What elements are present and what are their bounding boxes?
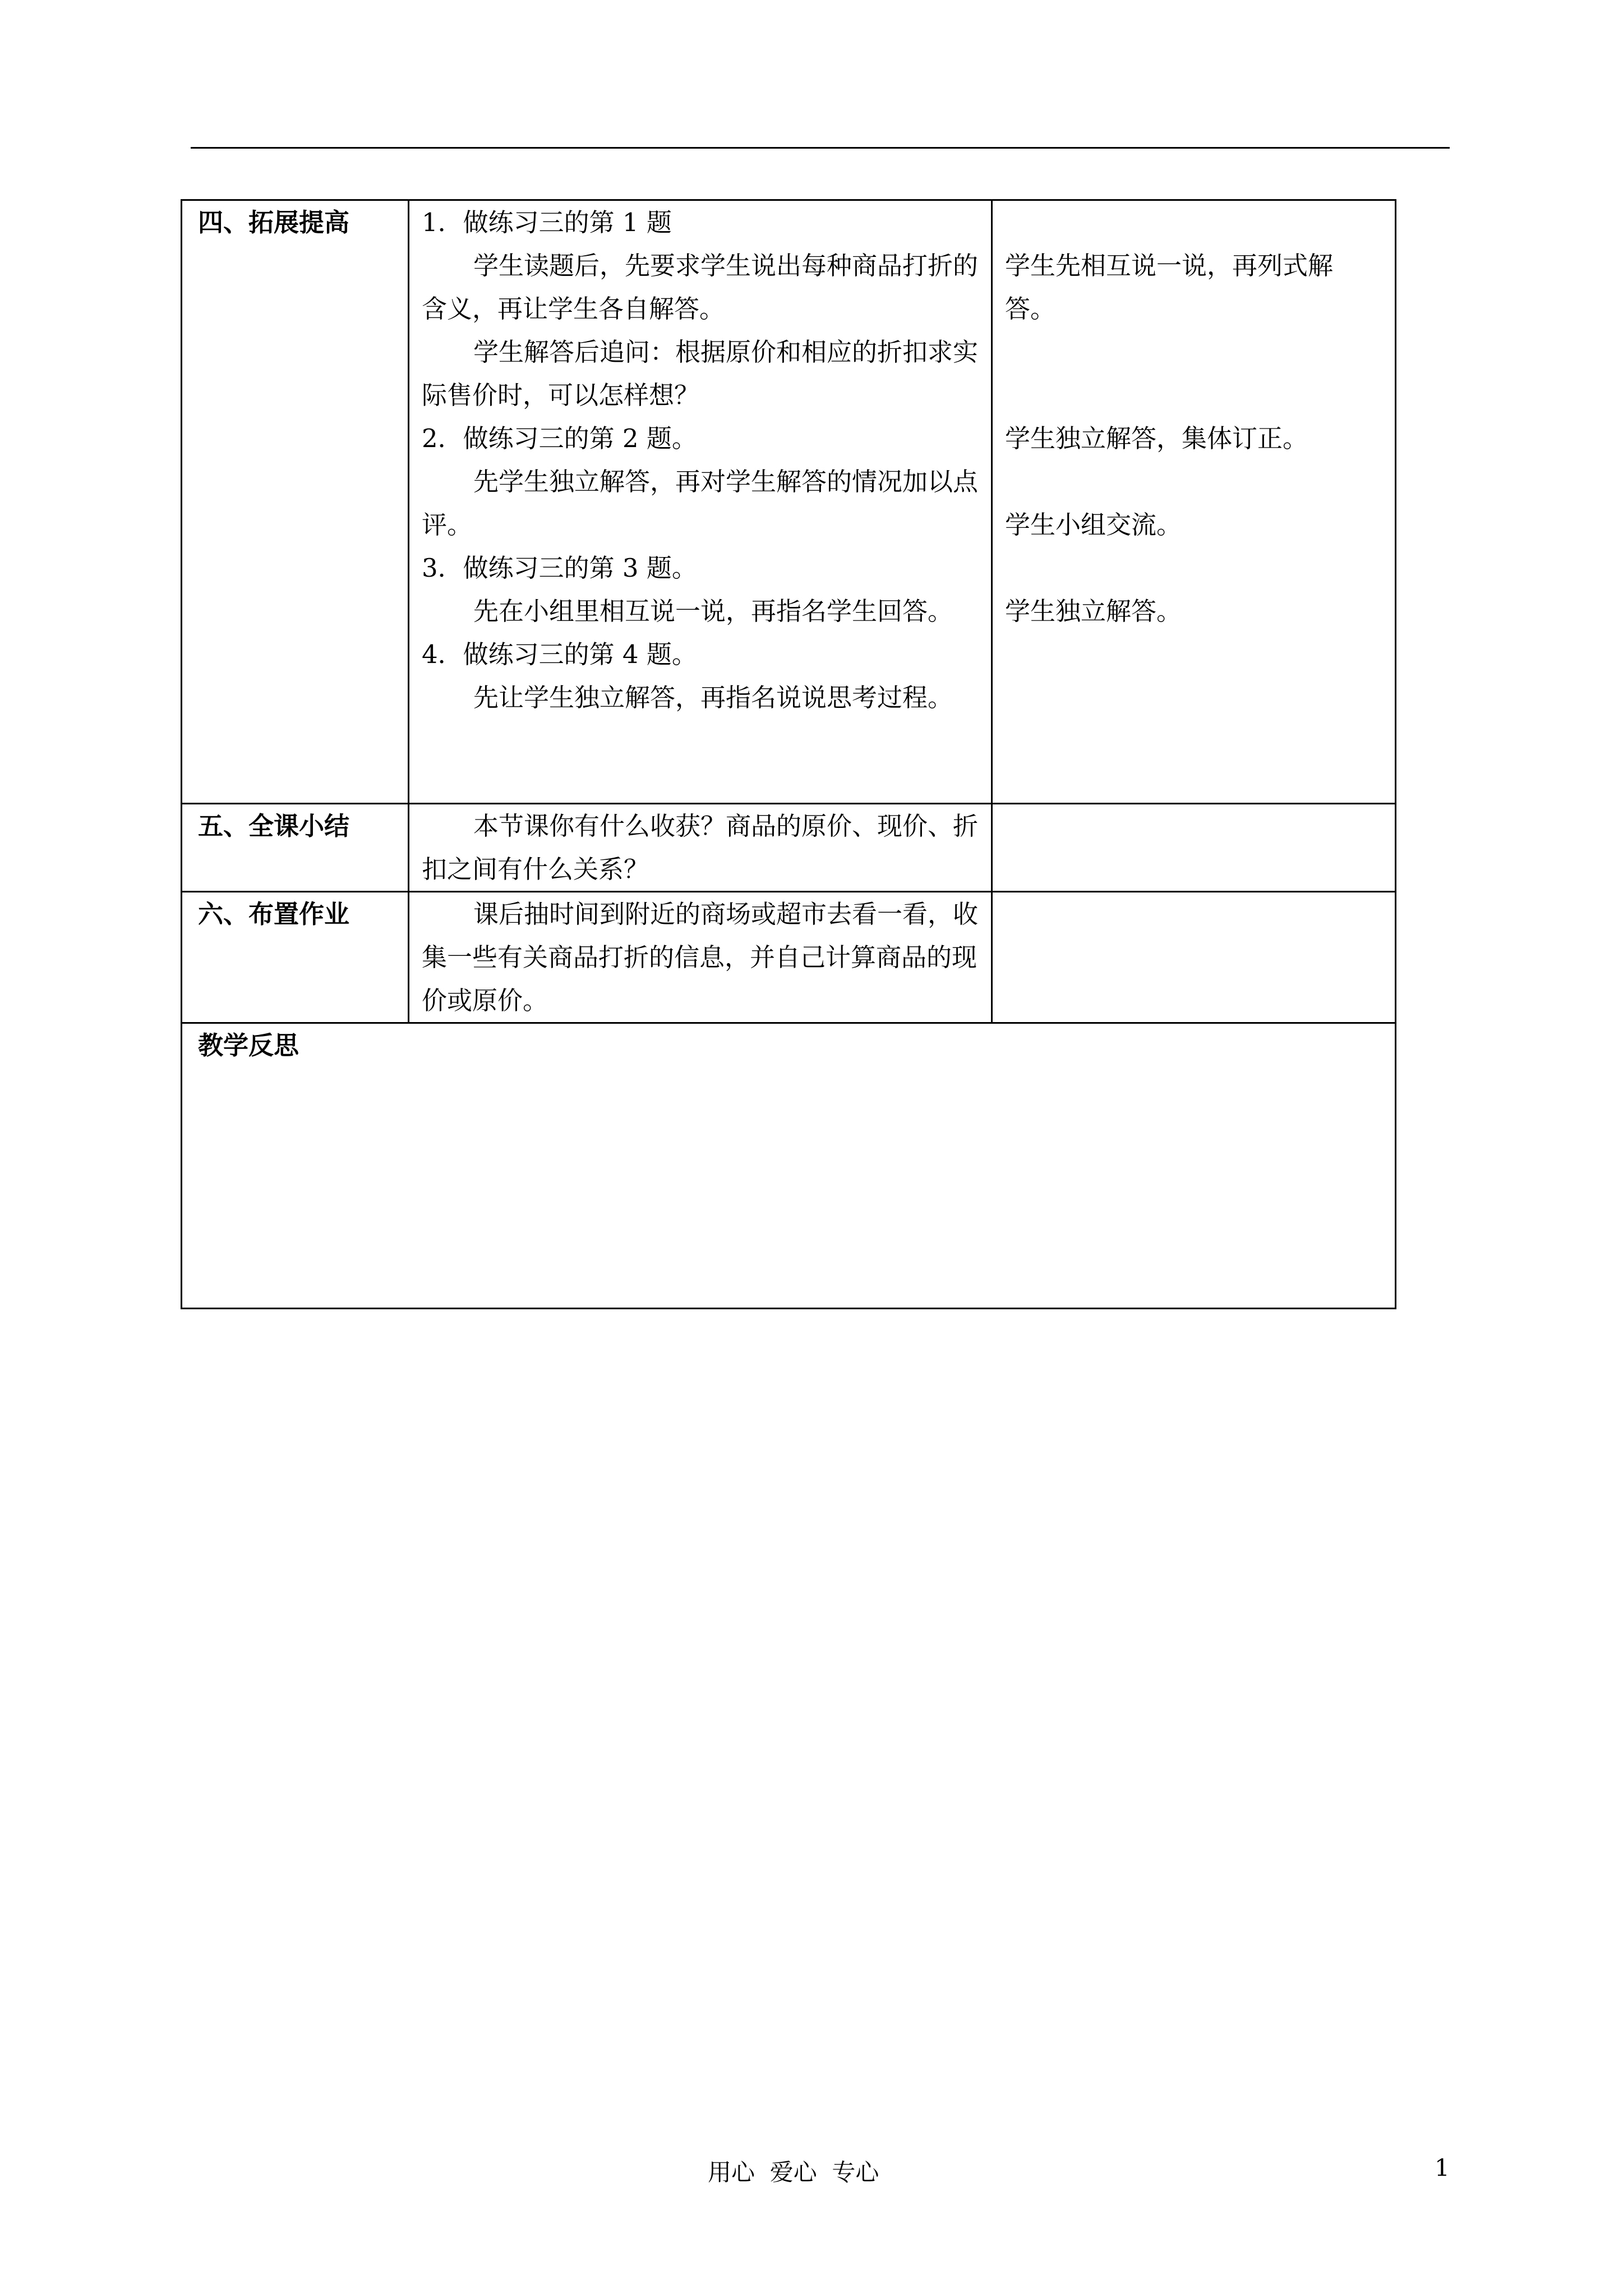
student-note: 学生小组交流。 — [1005, 510, 1182, 540]
activity-line: 2．做练习三的第 2 题。 — [422, 424, 697, 453]
homework-text-cell — [409, 892, 992, 1023]
activity-line: 先让学生独立解答，再指名说说思考过程。 — [473, 683, 953, 712]
summary-notes-cell — [992, 804, 1396, 892]
footer-motto: 用心 爱心 专心 — [708, 2159, 879, 2186]
activity-line: 先在小组里相互说一说，再指名学生回答。 — [473, 596, 953, 626]
student-note: 学生独立解答，集体订正。 — [1005, 424, 1308, 453]
homework-notes-cell — [992, 892, 1396, 1023]
activity-line: 学生读题后，先要求学生说出每种商品打折的含义，再让学生各自解答。 — [422, 251, 979, 324]
extension-student-notes — [992, 200, 1396, 804]
section-label-homework: 六、布置作业 — [182, 892, 409, 1023]
page-number: 1 — [1435, 2154, 1450, 2182]
table-row-extension — [182, 200, 1396, 804]
header-rule — [191, 147, 1450, 149]
activity-line: 3．做练习三的第 3 题。 — [422, 553, 697, 583]
activity-line: 学生解答后追问：根据原价和相应的折扣求实际售价时，可以怎样想？ — [422, 337, 979, 410]
table-row-homework — [182, 892, 1396, 1023]
reflection-cell — [182, 1023, 1396, 1309]
extension-activities — [409, 200, 992, 804]
reflection-label: 教学反思 — [198, 1030, 299, 1060]
section-label-summary: 五、全课小结 — [182, 804, 409, 892]
lesson-plan-table — [181, 199, 1396, 1309]
homework-text: 课后抽时间到附近的商场或超市去看一看，收集一些有关商品打折的信息，并自己计算商品的现价或原价。 — [422, 899, 979, 1015]
summary-text-cell — [409, 804, 992, 892]
activity-line: 先学生独立解答，再对学生解答的情况加以点评。 — [422, 467, 979, 540]
table-row-summary — [182, 804, 1396, 892]
activity-line: 1．做练习三的第 1 题 — [422, 208, 672, 237]
table-row-reflection — [182, 1023, 1396, 1309]
activity-line: 4．做练习三的第 4 题。 — [422, 639, 697, 669]
student-note: 学生独立解答。 — [1005, 596, 1182, 626]
student-note: 学生先相互说一说，再列式解答。 — [1005, 251, 1334, 324]
section-label-extension: 四、拓展提高 — [182, 200, 409, 804]
summary-text: 本节课你有什么收获？商品的原价、现价、折扣之间有什么关系？ — [422, 811, 979, 884]
